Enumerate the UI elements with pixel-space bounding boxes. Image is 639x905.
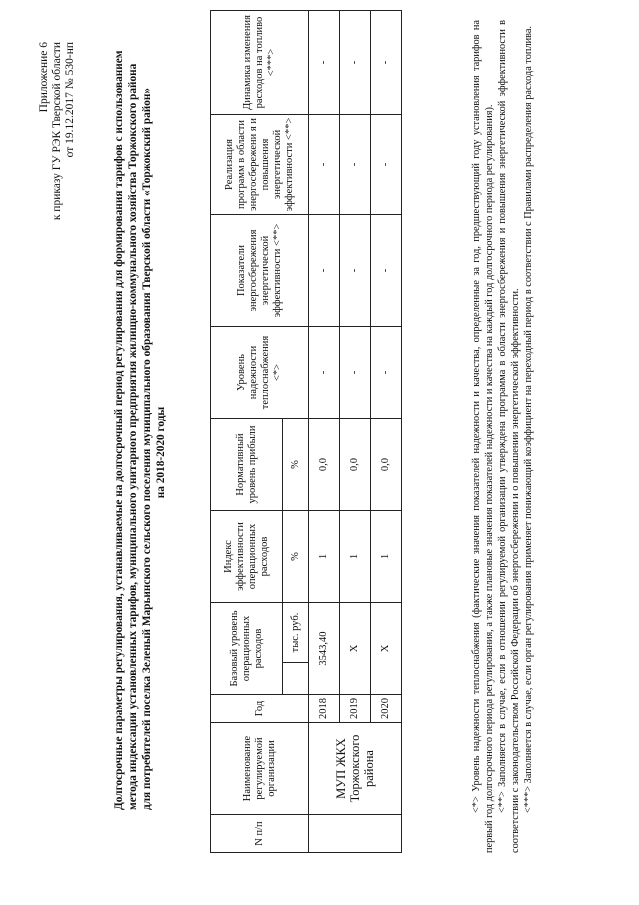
cell-index: 1 bbox=[340, 511, 371, 603]
header-year: Год bbox=[211, 695, 309, 723]
header-org: Наименование регулируемой организации bbox=[211, 723, 309, 815]
cell-energy: - bbox=[340, 215, 371, 327]
cell-reliability: - bbox=[371, 327, 402, 419]
cell-base: 3543,40 bbox=[309, 603, 340, 695]
footnote-reliability: <*> Уровень надежности теплоснабжения (фактические значения показателей надежности и качества, определенные за год, предшествующий году установления тарифов на первый год долгосрочного периода регулирования, а также плановые значения показателей надежности и качества на каждый год долгосрочного периода регулирования). bbox=[471, 20, 495, 853]
header-profit: Нормативный уровень прибыли bbox=[211, 419, 283, 511]
footnote-fuel: <***> Заполняется в случае, если орган регулирования применяет понижающий коэффициент на переходный период в соответствии с Правилами распределения расхода топлива. bbox=[523, 26, 534, 813]
cell-profit: 0,0 bbox=[340, 419, 371, 511]
approval-line-3: от 19.12.2017 № 530-нп bbox=[64, 42, 76, 158]
footnotes bbox=[470, 20, 535, 853]
unit-base: тыс. руб. bbox=[283, 603, 309, 663]
cell-index: 1 bbox=[309, 511, 340, 603]
footnote-energy: <**> Заполняется в случае, если в отношении регулируемой организации утверждена программа в области энергосбережения и повышения энергетической эффективности в соответствии с законодательством Российской Федерации об энергосбережении и о повышении энергетической эффективности. bbox=[497, 20, 521, 853]
cell-dynamics: - bbox=[340, 11, 371, 115]
cell-index: 1 bbox=[371, 511, 402, 603]
title-line-4: на 2018-2020 годы bbox=[155, 406, 167, 499]
header-reliability: Уровень надежности теплоснабжения <*> bbox=[211, 327, 309, 419]
cell-profit: 0,0 bbox=[371, 419, 402, 511]
cell-base: Х bbox=[371, 603, 402, 695]
unit-base-blank bbox=[283, 663, 309, 695]
header-program: Реализация программ в области энергосбережени я и повышения энергетической эффективности <**> bbox=[211, 115, 309, 215]
cell-dynamics: - bbox=[371, 11, 402, 115]
title-line-2: метода индексации установленных тарифов, муниципального унитарного предприятия жилищно-коммунального хозяйства Торжокского района bbox=[127, 63, 139, 810]
cell-reliability: - bbox=[340, 327, 371, 419]
cell-year: 2018 bbox=[309, 695, 340, 723]
cell-energy: - bbox=[309, 215, 340, 327]
cell-profit: 0,0 bbox=[309, 419, 340, 511]
title-line-1: Долгосрочные параметры регулирования, устанавливаемые на долгосрочный период регулирования для формирования тарифов с использованием bbox=[113, 50, 125, 810]
document-title bbox=[112, 50, 168, 810]
table-row bbox=[309, 11, 340, 853]
cell-year: 2019 bbox=[340, 695, 371, 723]
cell-num bbox=[309, 815, 402, 853]
cell-program: - bbox=[340, 115, 371, 215]
unit-index: % bbox=[283, 511, 309, 603]
cell-program: - bbox=[371, 115, 402, 215]
cell-base: Х bbox=[340, 603, 371, 695]
header-dynamics: Динамика изменения расходов на топливо <***> bbox=[211, 11, 309, 115]
title-line-3: для потребителей поселка Зеленый Марьинского сельского поселения муниципального образования Тверской области «Торжокский район» bbox=[141, 87, 153, 810]
cell-energy: - bbox=[371, 215, 402, 327]
approval-line-1: Приложение 6 bbox=[38, 42, 50, 113]
cell-reliability: - bbox=[309, 327, 340, 419]
approval-block bbox=[38, 42, 77, 220]
header-base: Базовый уровень операционных расходов bbox=[211, 603, 283, 695]
header-energy: Показатели энергосбережения энергетической эффективности <**> bbox=[211, 215, 309, 327]
unit-profit: % bbox=[283, 419, 309, 511]
cell-year: 2020 bbox=[371, 695, 402, 723]
cell-org-name: МУП ЖКХ Торжокского района bbox=[309, 723, 402, 815]
header-index: Индекс эффективности операционных расходов bbox=[211, 511, 283, 603]
header-num: N п/п bbox=[211, 815, 309, 853]
approval-line-2: к приказу ГУ РЭК Тверской области bbox=[51, 42, 63, 221]
cell-dynamics: - bbox=[309, 11, 340, 115]
parameters-table bbox=[210, 10, 402, 853]
cell-program: - bbox=[309, 115, 340, 215]
